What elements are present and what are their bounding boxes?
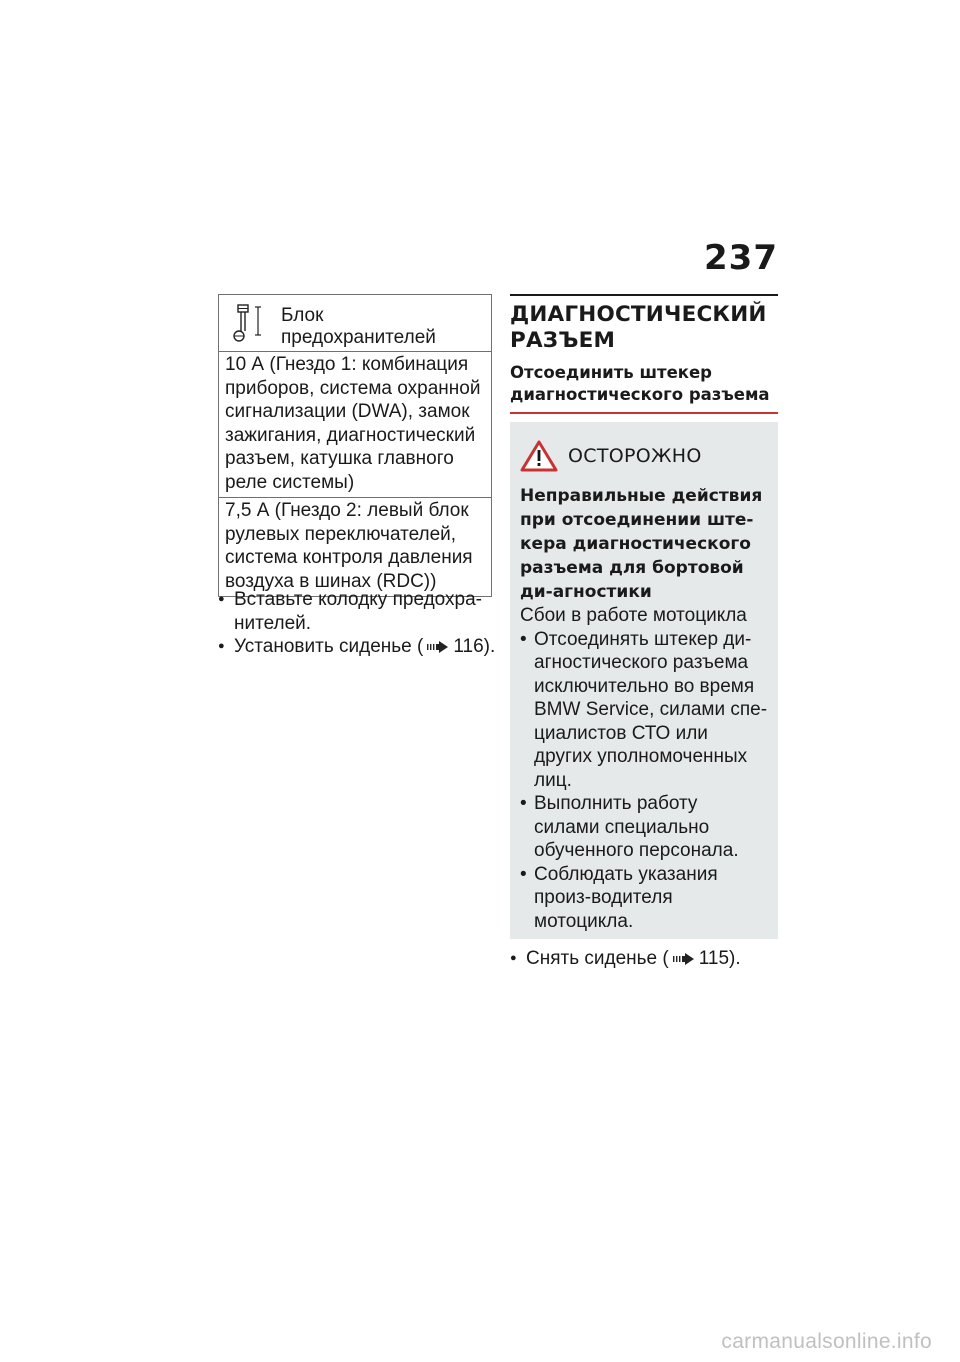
page-ref-arrow-icon <box>427 641 449 653</box>
page-ref-link[interactable]: 115 <box>698 948 730 969</box>
fuse-table <box>218 294 492 597</box>
step-install-seat: ● Установить сиденье ( 116). <box>218 635 498 659</box>
right-column <box>510 294 778 971</box>
warning-title: Неправильные действия при отсоединении ште-кера диагностического разъема для бортовой ди-агностики <box>520 486 763 602</box>
fuse-row-2: 7,5 А (Гнездо 2: левый блок рулевых переключателей, система контроля давления воздуха в шинах (RDC)) <box>219 497 491 596</box>
page-ref-link[interactable]: 116 <box>453 636 484 657</box>
list-item: • Отсоединять штекер ди-агностического разъема исключительно во время BMW Service, силами спе-циалистов СТО или других уполномоченных лиц. <box>520 628 768 793</box>
footer-watermark: carmanualsonline.info <box>721 1330 932 1353</box>
warning-list <box>520 628 768 934</box>
step-insert-fuse-box: ● Вставьте колодку предохра-нителей. <box>218 588 498 635</box>
warning-triangle-icon <box>520 440 558 472</box>
page-number: 237 <box>704 238 778 278</box>
right-steps <box>510 947 778 971</box>
list-item: • Выполнить работу силами специально обученного персонала. <box>520 792 768 863</box>
warning-header <box>520 440 768 472</box>
section-rule <box>510 294 778 296</box>
left-steps <box>218 588 498 659</box>
fuse-row-1: 10 А (Гнездо 1: комбинация приборов, система охранной сигнализации (DWA), замок зажигания, диагностический разъем, катушка главного реле системы) <box>225 354 481 493</box>
fuse-icon <box>229 301 267 345</box>
fuse-table-title: Блок предохранителей <box>281 305 436 348</box>
section-title: ДИАГНОСТИЧЕСКИЙ РАЗЪЕМ <box>510 302 767 353</box>
page-ref-arrow-icon <box>673 953 695 965</box>
warning-body: Сбои в работе мотоцикла <box>520 605 747 626</box>
list-item: • Соблюдать указания произ-водителя мотоцикла. <box>520 863 768 934</box>
subsection-title: Отсоединить штекер диагностического разъема <box>510 363 770 404</box>
warning-box <box>510 422 778 939</box>
warning-label: ОСТОРОЖНО <box>568 445 702 467</box>
step-remove-seat: ● Снять сиденье ( 115). <box>510 947 778 971</box>
fuse-table-header <box>219 295 491 352</box>
subsection-rule <box>510 412 778 414</box>
